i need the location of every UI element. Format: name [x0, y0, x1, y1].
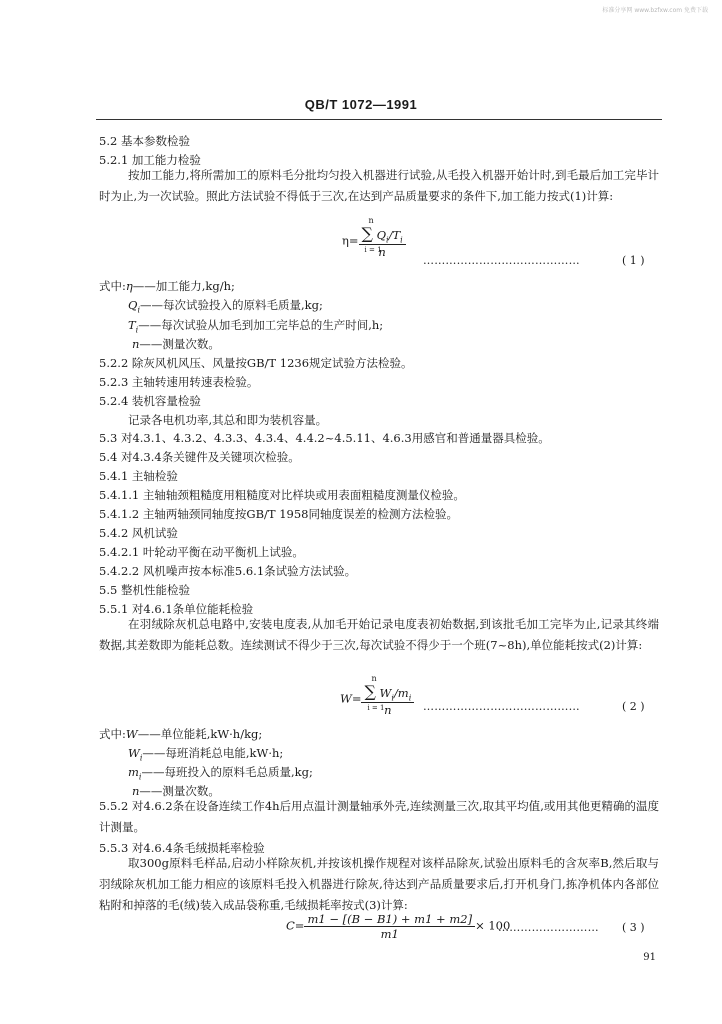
formula-3-fraction: [304, 912, 475, 941]
paragraph-5-2-4: 记录各电机功率,其总和即为装机容量。: [128, 413, 328, 427]
formula-1-term: $Q_i/T_i$: [376, 228, 403, 245]
page-number: 91: [643, 952, 656, 963]
where-2-mi: $m_i——$每班投入的原料毛总质量,kg;: [128, 765, 313, 782]
formula-3-numerator: m1 − [(B − B1) + m1 + m2]: [304, 912, 475, 927]
section-5-2-2: 5.2.2 除灰风机风压、风量按GB/T 1236规定试验方法检验。: [99, 356, 413, 370]
watermark: 标准分享网 www.bzfxw.com 免费下载: [602, 7, 708, 14]
formula-2-denominator: n: [384, 703, 392, 718]
formula-2-number: ( 2 ): [622, 700, 645, 713]
formula-1-sigma-bottom: i = 1: [364, 246, 382, 254]
formula-1-fraction: [359, 216, 406, 260]
formula-2-sigma-top: n: [371, 674, 377, 683]
where-1-t: $T_i——$每次试验从加毛到加工完毕总的生产时间,h;: [128, 318, 384, 335]
formula-3-lhs: C=: [286, 918, 305, 933]
formula-1-number: ( 1 ): [622, 254, 645, 267]
section-5-3: 5.3 对4.3.1、4.3.2、4.3.3、4.3.4、4.4.2~4.5.11、4.6.3用感官和普通量器具检验。: [99, 431, 550, 445]
section-5-4-1-2: 5.4.1.2 主轴两轴颈同轴度按GB/T 1958同轴度误差的检测方法检验。: [99, 507, 458, 521]
section-5-5-3: 5.5.3 对4.6.4条毛绒损耗率检验: [99, 841, 265, 855]
where-1-eta: 式中:η——加工能力,kg/h;: [99, 279, 235, 293]
formula-3-number: ( 3 ): [622, 921, 645, 934]
formula-3: [286, 912, 510, 941]
formula-1: [342, 216, 406, 260]
formula-1-leader: ……………………………………: [423, 254, 580, 267]
formula-2-sigma: ∑: [364, 682, 376, 701]
paragraph-5-5-1: 在羽绒除灰机总电路中,安装电度表,从加毛开始记录电度表初始数据,到该批毛加工完毕为止,记录其终端数据,其差数即为能耗总数。连续测试不得少于三次,每次试验不得少于一个班(7~8h),单位能耗按式(2)计算:: [99, 617, 659, 652]
formula-3-tail: × 100: [475, 918, 511, 933]
formula-2-sigma-bottom: i = 1: [367, 704, 385, 712]
section-5-4-1-1: 5.4.1.1 主轴轴颈粗糙度用粗糙度对比样块或用表面粗糙度测量仪检验。: [99, 488, 465, 502]
header-rule: [96, 119, 662, 120]
formula-2-leader: ……………………………………: [423, 700, 580, 713]
section-5-4-2-2: 5.4.2.2 风机噪声按本标准5.6.1条试验方法试验。: [99, 564, 357, 578]
section-5-5-1: 5.5.1 对4.6.1条单位能耗检验: [99, 602, 254, 616]
where-1-q: $Q_i——$每次试验投入的原料毛质量,kg;: [128, 298, 323, 315]
section-5-2-1: 5.2.1 加工能力检验: [99, 153, 201, 167]
paragraph-5-5-3: 取300g原料毛样品,启动小样除灰机,并按该机操作规程对该样品除灰,试验出原料毛的含灰率B,然后取与羽绒除灰机加工能力相应的该原料毛投入机器进行除灰,待达到产品质量要求后,打开机身门,拣净机体内各部位粘附和掉落的毛(绒)装入成品袋称重,毛绒损耗率按式(3)计算:: [99, 856, 659, 912]
section-5-4-2-1: 5.4.2.1 叶轮动平衡在动平衡机上试验。: [99, 545, 304, 559]
where-2-wi: $W_i——$每班消耗总电能,kW·h;: [128, 746, 284, 763]
where-1-n: n——测量次数。: [132, 337, 220, 351]
paragraph-5-5-2: 5.5.2 对4.6.2条在设备连续工作4h后用点温计测量轴承外壳,连续测量三次,取其平均值,或用其他更精确的温度计测量。: [99, 799, 659, 834]
formula-3-denominator: m1: [380, 927, 399, 941]
section-5-2-3: 5.2.3 主轴转速用转速表检验。: [99, 375, 259, 389]
formula-2-fraction: [361, 674, 414, 718]
where-2-n: n——测量次数。: [132, 784, 220, 798]
formula-3-leader: ………………………: [498, 921, 599, 934]
formula-1-sigma-top: n: [368, 216, 374, 225]
section-5-2: 5.2 基本参数检验: [99, 134, 190, 148]
section-5-4: 5.4 对4.3.4条关键件及关键项次检验。: [99, 450, 300, 464]
formula-1-sigma: ∑: [361, 224, 373, 243]
section-5-5: 5.5 整机性能检验: [99, 583, 190, 597]
formula-1-lhs: η=: [342, 233, 359, 248]
formula-1-denominator: n: [378, 245, 386, 260]
where-2-w: 式中:W——单位能耗,kW·h/kg;: [99, 727, 263, 741]
section-5-2-4: 5.2.4 装机容量检验: [99, 394, 201, 408]
page-header: QB/T 1072—1991: [304, 97, 418, 112]
section-5-4-1: 5.4.1 主轴检验: [99, 469, 178, 483]
formula-2-lhs: W=: [340, 691, 362, 706]
formula-2: [340, 674, 414, 718]
section-5-4-2: 5.4.2 风机试验: [99, 526, 178, 540]
paragraph-5-2-1: 按加工能力,将所需加工的原料毛分批均匀投入机器进行试验,从毛投入机器开始计时,到毛最后加工完毕计时为止,为一次试验。照此方法试验不得低于三次,在达到产品质量要求的条件下,加工能力按式(1)计算:: [99, 168, 659, 203]
formula-2-term: $W_i/m_i$: [379, 686, 412, 703]
